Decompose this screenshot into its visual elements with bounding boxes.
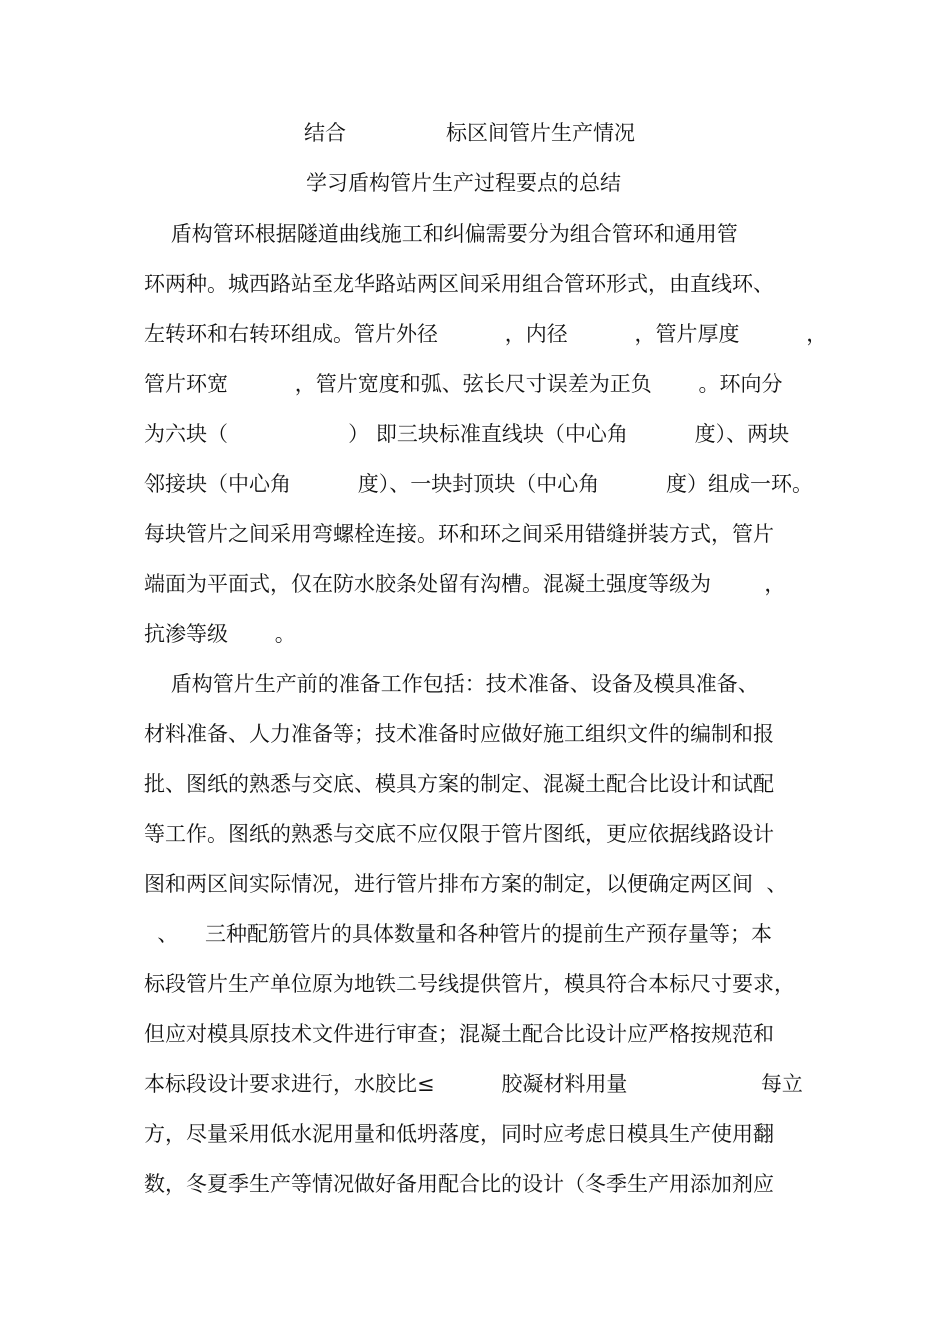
body-line: 方，尽量采用低水泥用量和低坍落度，同时应考虑日模具生产使用翻 <box>144 1122 774 1146</box>
body-line: 环两种。城西路站至龙华路站两区间采用组合管环形式，由直线环、 <box>144 272 774 296</box>
title-part-2: 标区间管片生产情况 <box>446 121 635 145</box>
body-line: 盾构管片生产前的准备工作包括：技术准备、设备及模具准备、 <box>144 672 759 696</box>
body-line: 盾构管环根据隧道曲线施工和纠偏需要分为组合管环和通用管 <box>144 222 738 246</box>
body-line: 端面为平面式，仅在防水胶条处留有沟槽。混凝土强度等级为 ， <box>144 572 786 596</box>
body-line: 批、图纸的熟悉与交底、模具方案的制定、混凝土配合比设计和试配 <box>144 772 774 796</box>
body-line: 抗渗等级 。 <box>144 622 296 646</box>
body-line: 邻接块（中心角 度）、一块封顶块（中心角 度）组成一环。 <box>144 472 814 496</box>
body-line: 、 三种配筋管片的具体数量和各种管片的提前生产预存量等；本 <box>144 922 773 946</box>
subtitle: 学习盾构管片生产过程要点的总结 <box>306 171 621 195</box>
body-line: 数，冬夏季生产等情况做好备用配合比的设计（冬季生产用添加剂应 <box>144 1172 774 1196</box>
body-line: 为六块（ ） 即三块标准直线块（中心角 度）、两块 <box>144 422 790 446</box>
body-line: 标段管片生产单位原为地铁二号线提供管片，模具符合本标尺寸要求， <box>144 972 795 996</box>
body-line: 本标段设计要求进行，水胶比≤ 胶凝材料用量 每立 <box>144 1072 803 1096</box>
body-line: 左转环和右转环组成。管片外径 ，内径 ，管片厚度 ， <box>144 322 828 346</box>
body-line: 管片环宽 ，管片宽度和弧、弦长尺寸误差为正负 。环向分 <box>144 372 783 396</box>
body-line: 材料准备、人力准备等；技术准备时应做好施工组织文件的编制和报 <box>144 722 774 746</box>
body-line: 但应对模具原技术文件进行审查；混凝土配合比设计应严格按规范和 <box>144 1022 774 1046</box>
body-line: 图和两区间实际情况，进行管片排布方案的制定，以便确定两区间 、 <box>144 872 788 896</box>
body-line: 等工作。图纸的熟悉与交底不应仅限于管片图纸，更应依据线路设计 <box>144 822 774 846</box>
body-line: 每块管片之间采用弯螺栓连接。环和环之间采用错缝拼装方式，管片 <box>144 522 774 546</box>
title-part-1: 结合 <box>304 121 346 145</box>
